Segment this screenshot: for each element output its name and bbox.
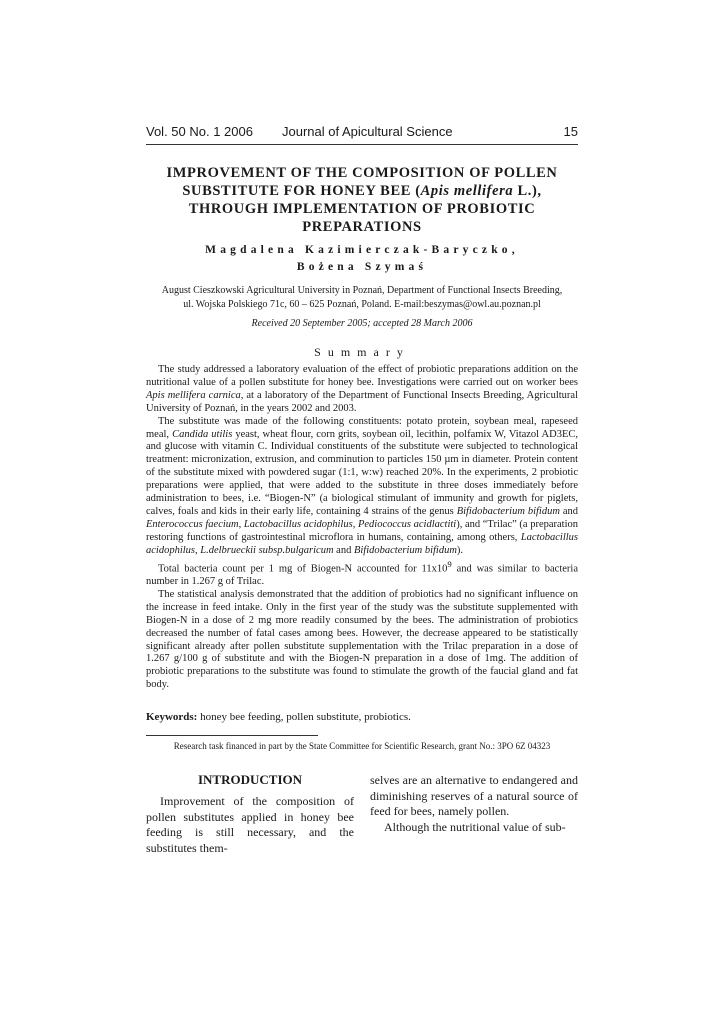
text-run: yeast, wheat flour, corn grits, soybean oil, lecithin, polfamix W, Vitazol AD3EC, and glucose with vitamin C. Individual constituents of the substitute were subjected to technological treatment: micronization, extrusion, and comminution to particles 150 µm in diameter. Protein content of the substitute mixed with powdered sugar (1:1, w:w) reached 20%. In the experiments, 2 probiotic preparations were applied, that were added to the substitute in three doses immediately before administration to bees, i.e. “Biogen-N” (a biological stimulant of immunity and growth for piglets, calves, foals and kids in their early life, containing 4 strains of the genus — [146, 428, 579, 517]
title-line-4: PREPARATIONS — [302, 219, 422, 235]
text-run: , at a laboratory of the Department of Functional Insects Breeding, Agricultural University of Poznań, in the years 2002 and 2003. — [146, 389, 578, 414]
text-run: and was similar to bacteria number in 1.267 g of Trilac. — [146, 563, 578, 587]
text-run: , — [352, 518, 358, 530]
introduction-heading: INTRODUCTION — [197, 772, 302, 787]
title-line-2 — [146, 182, 578, 200]
right-column — [370, 773, 578, 836]
title-line-3: THROUGH IMPLEMENTATION OF PROBIOTIC — [188, 201, 536, 217]
footnote: Research task financed in part by the State Committee for Scientific Research, grant No.: 3PO 6Z 04323 — [173, 741, 551, 751]
text-run: The study addressed a laboratory evaluation of the effect of probiotic preparations addition on the nutritional value of a pollen substitute for honey bee. Investigations were carried out on worker bees — [146, 364, 578, 388]
species-name: L.delbrueckii subsp.bulgaricum — [200, 544, 334, 556]
text-run: Total bacteria count per 1 mg of Biogen-N accounted for 11x10 — [158, 563, 448, 575]
affiliation-line-1: August Cieszkowski Agricultural University in Poznań, Department of Functional Insects Breeding, — [161, 285, 563, 296]
intro-paragraph-right-1: selves are an alternative to endangered and diminishing reserves of a natural source of feed for bees, namely pollen. — [370, 773, 578, 819]
species-name: Enterococcus faecium — [146, 518, 239, 530]
journal-name: Journal of Apicultural Science — [282, 124, 453, 139]
title-species: Apis mellifera — [420, 183, 514, 199]
intro-paragraph-left: Improvement of the composition of pollen substitutes applied in honey bee feeding is still necessary, and the substitutes them- — [146, 794, 354, 856]
text-run: The substitute was made of the following constituents: potato protein, soybean meal, rapeseed meal, — [146, 415, 578, 440]
species-name: Lactobacillus acidophilus — [146, 531, 578, 556]
keywords — [146, 711, 578, 723]
volume-info: Vol. 50 No. 1 2006 — [146, 124, 253, 139]
page-number: 15 — [563, 124, 578, 139]
species-name: Apis mellifera carnica — [146, 389, 241, 401]
keywords-text: honey bee feeding, pollen substitute, probiotics. — [197, 711, 411, 723]
exponent: 9 — [447, 558, 452, 569]
summary-heading: Summary — [314, 345, 410, 359]
left-column — [146, 772, 354, 857]
text-run: , — [195, 544, 201, 556]
text-run: and — [333, 544, 354, 556]
text-run: ). — [456, 544, 464, 556]
text-run: , — [238, 518, 244, 530]
title-line-2-end: L.), — [513, 183, 542, 199]
species-name: Lactobacillus acidophilus — [243, 518, 353, 530]
abstract-paragraph-3 — [146, 558, 578, 589]
abstract-paragraph-2 — [146, 416, 578, 558]
species-name: Bifidobacterium bifidum — [353, 544, 457, 556]
author-2: Bożena Szymaś — [296, 261, 428, 273]
affiliation — [146, 284, 578, 312]
species-name: Bifidobacterium bifidum — [456, 505, 560, 517]
affiliation-line-2: ul. Wojska Polskiego 71c, 60 – 625 Poznań, Poland. E-mail:beszymas@owl.au.poznan.pl — [183, 299, 541, 310]
abstract — [146, 364, 578, 692]
abstract-paragraph-1 — [146, 364, 578, 416]
text-run: ), and “Trilac” (a preparation restoring functions of gastrointestinal microflora in humans, containing, among others, — [146, 518, 579, 543]
keywords-label: Keywords: — [146, 711, 198, 723]
title-line-1: IMPROVEMENT OF THE COMPOSITION OF POLLEN — [166, 165, 558, 181]
article-title — [146, 164, 578, 236]
species-name: Pediococcus acidlactiti — [357, 518, 457, 530]
received-dates: Received 20 September 2005; accepted 28 March 2006 — [251, 318, 473, 329]
authors — [146, 242, 578, 276]
author-1: Magdalena Kazimierczak-Baryczko, — [205, 244, 519, 256]
footnote-rule — [146, 735, 318, 736]
running-header — [146, 124, 578, 145]
title-line-2-text: SUBSTITUTE FOR HONEY BEE ( — [182, 183, 421, 199]
abstract-paragraph-4: The statistical analysis demonstrated that the addition of probiotics had no significant influence on the increase in feed intake. Only in the first year of the study was the substitute supplemented with Biogen-N in a dose of 2 mg more readily consumed by the bees. The administration of probiotics decreased the number of fatal cases among bees. However, the decrease appeared to be statistically significant already after pollen substitute supplementation with the Trilac preparation in a dose of 1.267 g/100 g of substitute and with the Biogen-N preparation in a dose of 1mg. The addition of probiotic preparations to the substitute was found to stimulate the growth of the faucial gland and fat body. — [146, 588, 578, 691]
text-run: and — [559, 505, 578, 517]
intro-paragraph-right-2: Although the nutritional value of sub- — [384, 820, 566, 835]
species-name: Candida utilis — [172, 428, 233, 440]
